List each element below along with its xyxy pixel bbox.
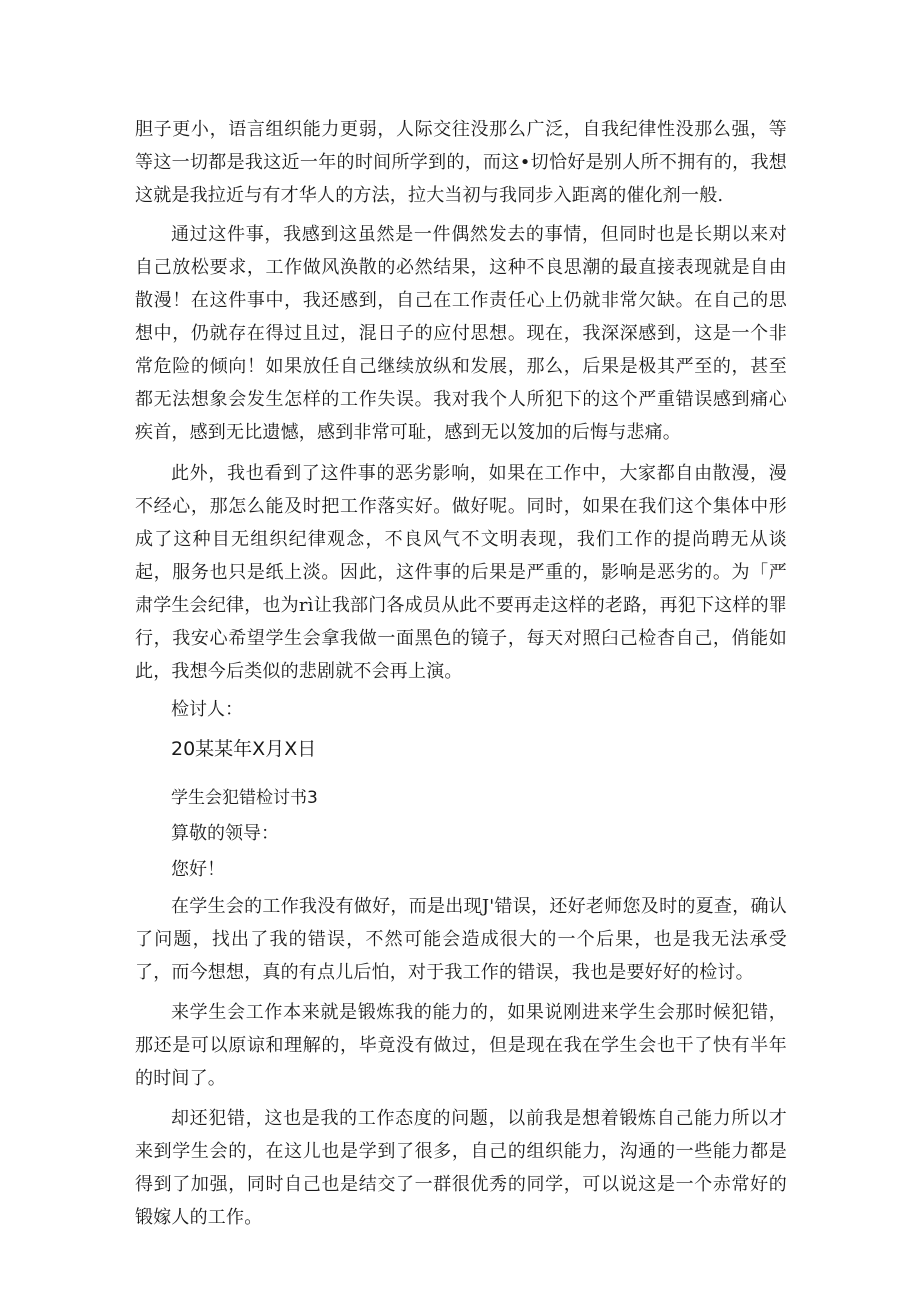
paragraph: 在学生会的工作我没有做好，而是出现J'错误，还好老师您及时的夏查，确认了问题，找出了我的错误，不然可能会造成很大的一个后果，也是我无法承受了，而今想想，真的有点儿后怕，对于我工作的错误，我也是要好好的检讨。	[135, 896, 787, 983]
paragraph-continuation: 胆子更小，语言组织能力更弱，人际交往没那么广泛，自我纪律性没那么强，等等这一切都是我这近一年的时间所学到的，而这•切恰好是别人所不拥有的，我想这就是我拉近与有才华人的方法，拉大当初与我同步入距离的催化剂一般.	[135, 119, 787, 206]
paragraph: 却还犯错，这也是我的工作态度的问题，以前我是想着锻炼自己能力所以才来到学生会的，在这儿也是学到了很多，自己的组织能力，沟通的一些能力都是得到了加强，同时自己也是结交了一群很优秀的同学，可以说这是一个赤常好的锻嫁人的工作。	[135, 1108, 787, 1228]
body-text-bottom	[135, 890, 787, 1234]
paragraph: 通过这件事，我感到这虽然是一件偶然发去的事情，但同时也是长期以来对自己放松要求，工作做风涣散的必然结果，这种不良思潮的最直接表现就是自由散漫！在这件事中，我还感到，自己在工作责任心上仍就非常欠缺。在自己的思想中，仍就存在得过且过，混日子的应付思想。现在，我深深感到，这是一个非常危险的倾向！如果放任自己继续放纵和发展，那么，后果是极其严至的，甚至都无法想象会发生怎样的工作失误。我对我个人所犯下的这个严重错误感到痛心疾首，感到无比遗憾，感到非常可耻，感到无以笈加的后悔与悲痛。	[135, 224, 787, 443]
signature-label: 检讨人：	[171, 699, 243, 720]
body-text-top	[135, 113, 787, 688]
date-line: 20某某年X月X日	[171, 738, 317, 760]
salutation: 算敬的领导：	[171, 823, 279, 844]
paragraph: 此外，我也看到了这件事的恶劣影响，如果在工作中，大家都自由散漫，漫不经心，那怎么能及时把工作落实好。做好呢。同时，如果在我们这个集体中形成了这种目无组织纪律观念，不良风气不文明表现，我们工作的提尚聘无从谈起，服务也只是纸上淡。因此，这件事的后果是严重的，影响是恶劣的。为「严肃学生会纪律，也为rì让我部门各成员从此不要再走这样的老路，再犯下这样的罪行，我安心希望学生会拿我做一面黑色的镜子，每天对照臼己检杳自己，俏能如此，我想今后类似的悲剧就不会再上演。	[135, 463, 787, 682]
paragraph: 来学生会工作本来就是锻炼我的能力的，如果说刚进来学生会那时候犯错，那还是可以原谅和理解的，毕竟没有做过，但是现在我在学生会也干了快有半年的时间了。	[135, 1002, 787, 1089]
greeting: 您好！	[171, 859, 225, 880]
section-title: 学生会犯错检讨书3	[171, 788, 318, 808]
